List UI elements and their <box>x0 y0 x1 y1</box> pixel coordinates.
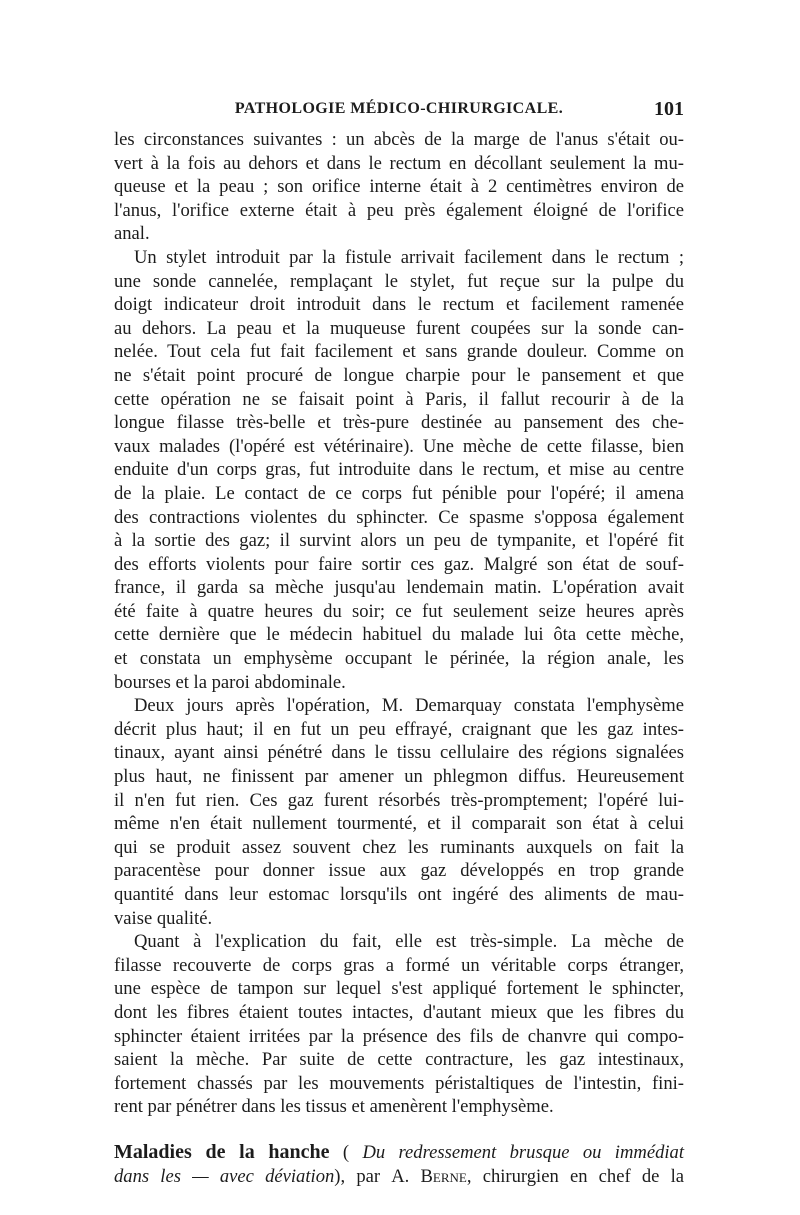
text-line: l'anus, l'orifice externe était à peu près également éloigné de l'orifice <box>114 199 684 221</box>
paragraph-3 <box>114 694 684 930</box>
paragraph-1 <box>114 128 684 246</box>
text-line: des contractions violentes du sphincter. Ce spasme s'opposa également <box>114 506 684 528</box>
page-number: 101 <box>654 98 684 120</box>
text-line: nelée. Tout cela fut fait facilement et sans grande douleur. Comme on <box>114 341 684 363</box>
section-gap <box>114 1119 684 1141</box>
text-line: bourses et la paroi abdominale. <box>114 671 346 693</box>
text-line: décrit plus haut; il en fut un peu effrayé, craignant que les gaz intes- <box>114 718 684 740</box>
text-line: même n'en était nullement tourmenté, et il comparait son état à celui <box>114 813 684 835</box>
body-text <box>114 128 684 1188</box>
text-line: longue filasse très-belle et très-pure destinée au pansement des che- <box>114 412 684 434</box>
text-line: vaise qualité. <box>114 907 213 929</box>
text-line: fortement chassés par les mouvements péristaltiques de l'intestin, fini- <box>114 1072 684 1094</box>
text-line: Deux jours après l'opération, M. Demarquay constata l'emphysème <box>134 695 684 717</box>
text-line: doigt indicateur droit introduit dans le rectum et facilement ramenée <box>114 294 684 316</box>
text-line: une espèce de tampon sur lequel s'est appliqué fortement le sphincter, <box>114 978 684 1000</box>
text-line: et constata un emphysème occupant le périnée, la région anale, les <box>114 648 684 670</box>
section-heading-line-1 <box>114 1141 684 1165</box>
text-line: ne s'était point procuré de longue charpie pour le pansement et que <box>114 364 684 386</box>
section-subtitle-part-2: dans les — avec déviation <box>114 1165 335 1187</box>
text-line: Un stylet introduit par la fistule arrivait facilement dans le rectum ; <box>134 246 684 268</box>
text-line: une sonde cannelée, remplaçant le stylet, fut reçue sur la pulpe du <box>114 270 684 292</box>
paragraph-4 <box>114 930 684 1119</box>
text-line: qui se produit assez souvent chez les ruminants auxquels on fait la <box>114 836 684 858</box>
text-line: à la sortie des gaz; il survint alors un peu de tympanite, et l'opéré fit <box>114 530 684 552</box>
text-line: filasse recouverte de corps gras a formé un véritable corps étranger, <box>114 954 684 976</box>
text-line: de la plaie. Le contact de ce corps fut pénible pour l'opéré; il amena <box>114 482 684 504</box>
text-line: rent par pénétrer dans les tissus et amenèrent l'emphysème. <box>114 1096 554 1118</box>
text-line: vaux malades (l'opéré est vétérinaire). Une mèche de cette filasse, bien <box>114 435 684 457</box>
paragraph-2 <box>114 246 684 694</box>
text-line: tinaux, ayant ainsi pénétré dans le tissu cellulaire des régions signalées <box>114 742 684 764</box>
text-line: cette dernière que le médecin habituel du malade lui ôta cette mèche, <box>114 624 684 646</box>
text-line: france, il garda sa mèche jusqu'au lendemain matin. L'opération avait <box>114 577 684 599</box>
text-line: anal. <box>114 223 150 245</box>
author-name: A. Berne <box>391 1165 467 1187</box>
text-line: saient la mèche. Par suite de cette contracture, les gaz intestinaux, <box>114 1049 684 1071</box>
text-line: Quant à l'explication du fait, elle est très-simple. La mèche de <box>134 931 684 953</box>
section-title: Maladies de la hanche <box>114 1140 330 1163</box>
author-role: , chirurgien en chef de la <box>466 1165 684 1187</box>
running-title: PATHOLOGIE MÉDICO-CHIRURGICALE. <box>234 100 564 117</box>
section-heading <box>114 1141 684 1188</box>
text-line: quantité dans leur estomac lorsqu'ils ont ingéré des aliments de mau- <box>114 884 684 905</box>
text-line: les circonstances suivantes : un abcès de la marge de l'anus s'était ou- <box>114 129 684 150</box>
open-paren: ( <box>329 1141 363 1163</box>
text-line: au dehors. La peau et la muqueuse furent coupées sur la sonde can- <box>114 317 684 339</box>
text-line: été faite à quatre heures du soir; ce fut seulement seize heures après <box>114 600 684 622</box>
section-heading-line-2 <box>114 1165 684 1189</box>
text-line: plus haut, ne finissent par amener un phlegmon diffus. Heureusement <box>114 766 684 788</box>
text-line: des efforts violents pour faire sortir ces gaz. Malgré son état de souf- <box>114 553 684 575</box>
text-line: sphincter étaient irritées par la présence des fils de chanvre qui compo- <box>114 1025 684 1047</box>
text-line: queuse et la peau ; son orifice interne était à 2 centimètres environ de <box>114 176 684 198</box>
running-header <box>114 96 684 122</box>
section-subtitle-part-1: Du redressement brusque ou immédiat <box>362 1141 685 1163</box>
close-paren-by: ), par <box>334 1165 392 1187</box>
text-line: il n'en fut rien. Ces gaz furent résorbés très-promptement; l'opéré lui- <box>114 789 684 811</box>
text-line: dont les fibres étaient toutes intactes, d'autant mieux que les fibres du <box>114 1001 684 1023</box>
text-line: vert à la fois au dehors et dans le rectum en décollant seulement la mu- <box>114 152 684 174</box>
text-line: enduite d'un corps gras, fut introduite dans le rectum, et mise au centre <box>114 459 684 481</box>
text-line: cette opération ne se faisait point à Paris, il fallut recourir à de la <box>114 388 684 410</box>
text-line: paracentèse pour donner issue aux gaz développés en trop grande <box>114 860 684 882</box>
